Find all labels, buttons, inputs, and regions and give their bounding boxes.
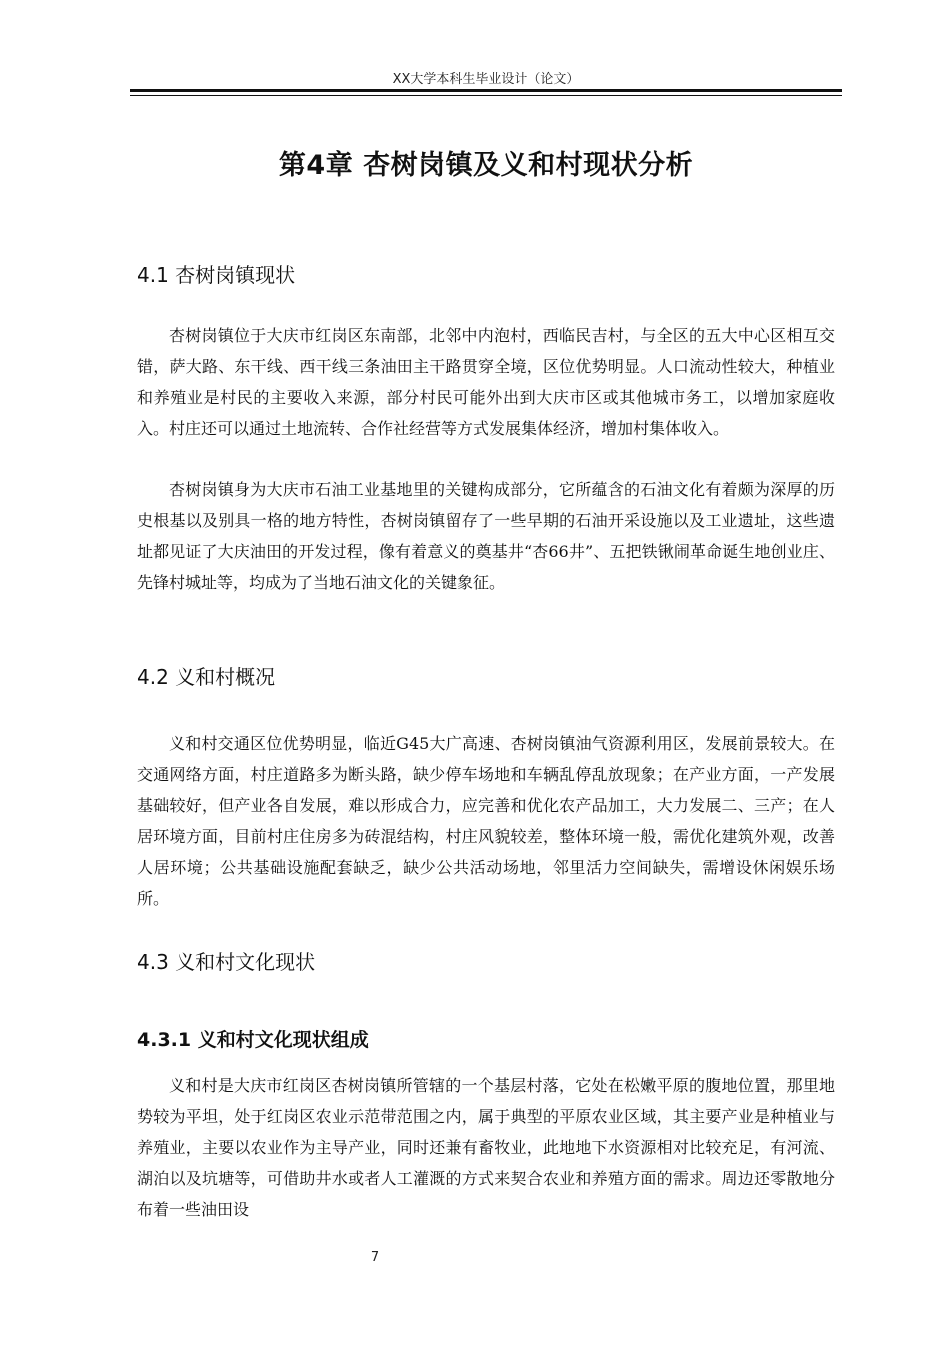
- running-header: XX大学本科生毕业设计（论文）: [392, 72, 580, 87]
- subsection-heading-4-3-1: 4.3.1 义和村文化现状组成: [137, 1029, 369, 1051]
- paragraph: 义和村交通区位优势明显，临近G45大广高速、杏树岗镇油气资源利用区，发展前景较大。在交通网络方面，村庄道路多为断头路，缺少停车场地和车辆乱停乱放现象；在产业方面，一产发展基础较好，但产业各自发展，难以形成合力，应完善和优化农产品加工，大力发展二、三产；在人居环境方面，目前村庄住房多为砖混结构，村庄风貌较差，整体环境一般，需优化建筑外观，改善人居环境；公共基础设施配套缺乏，缺少公共活动场地，邻里活力空间缺失，需增设休闲娱乐场所。: [137, 734, 835, 908]
- paragraph: 杏树岗镇位于大庆市红岗区东南部，北邻中内泡村，西临民吉村，与全区的五大中心区相互交错，萨大路、东干线、西干线三条油田主干路贯穿全境，区位优势明显。人口流动性较大，种植业和养殖业是村民的主要收入来源，部分村民可能外出到大庆市区或其他城市务工，以增加家庭收入。村庄还可以通过土地流转、合作社经营等方式发展集体经济，增加村集体收入。: [137, 326, 835, 438]
- section-heading-4-3: 4.3 义和村文化现状: [137, 950, 316, 974]
- paragraph: 义和村是大庆市红岗区杏树岗镇所管辖的一个基层村落，它处在松嫩平原的腹地位置，那里地势较为平坦，处于红岗区农业示范带范围之内，属于典型的平原农业区域，其主要产业是种植业与养殖业，主要以农业作为主导产业，同时还兼有畜牧业，此地地下水资源相对比较充足，有河流、湖泊以及坑塘等，可借助井水或者人工灌溉的方式来契合农业和养殖方面的需求。周边还零散地分布着一些油田设: [137, 1076, 835, 1219]
- chapter-title: 第4章 杏树岗镇及义和村现状分析: [278, 150, 694, 181]
- page-number: 7: [370, 1250, 380, 1265]
- paragraph: 杏树岗镇身为大庆市石油工业基地里的关键构成部分，它所蕴含的石油文化有着颇为深厚的历史根基以及别具一格的地方特性，杏树岗镇留存了一些早期的石油开采设施以及工业遗址，这些遗址都见证了大庆油田的开发过程，像有着意义的奠基井“杏66井”、五把铁锹闹革命诞生地创业庄、先锋村城址等，均成为了当地石油文化的关键象征。: [137, 480, 835, 592]
- header-rule-thin: [130, 95, 842, 96]
- section-heading-4-1: 4.1 杏树岗镇现状: [137, 263, 296, 287]
- header-rule-thick: [130, 89, 842, 92]
- section-heading-4-2: 4.2 义和村概况: [137, 665, 276, 689]
